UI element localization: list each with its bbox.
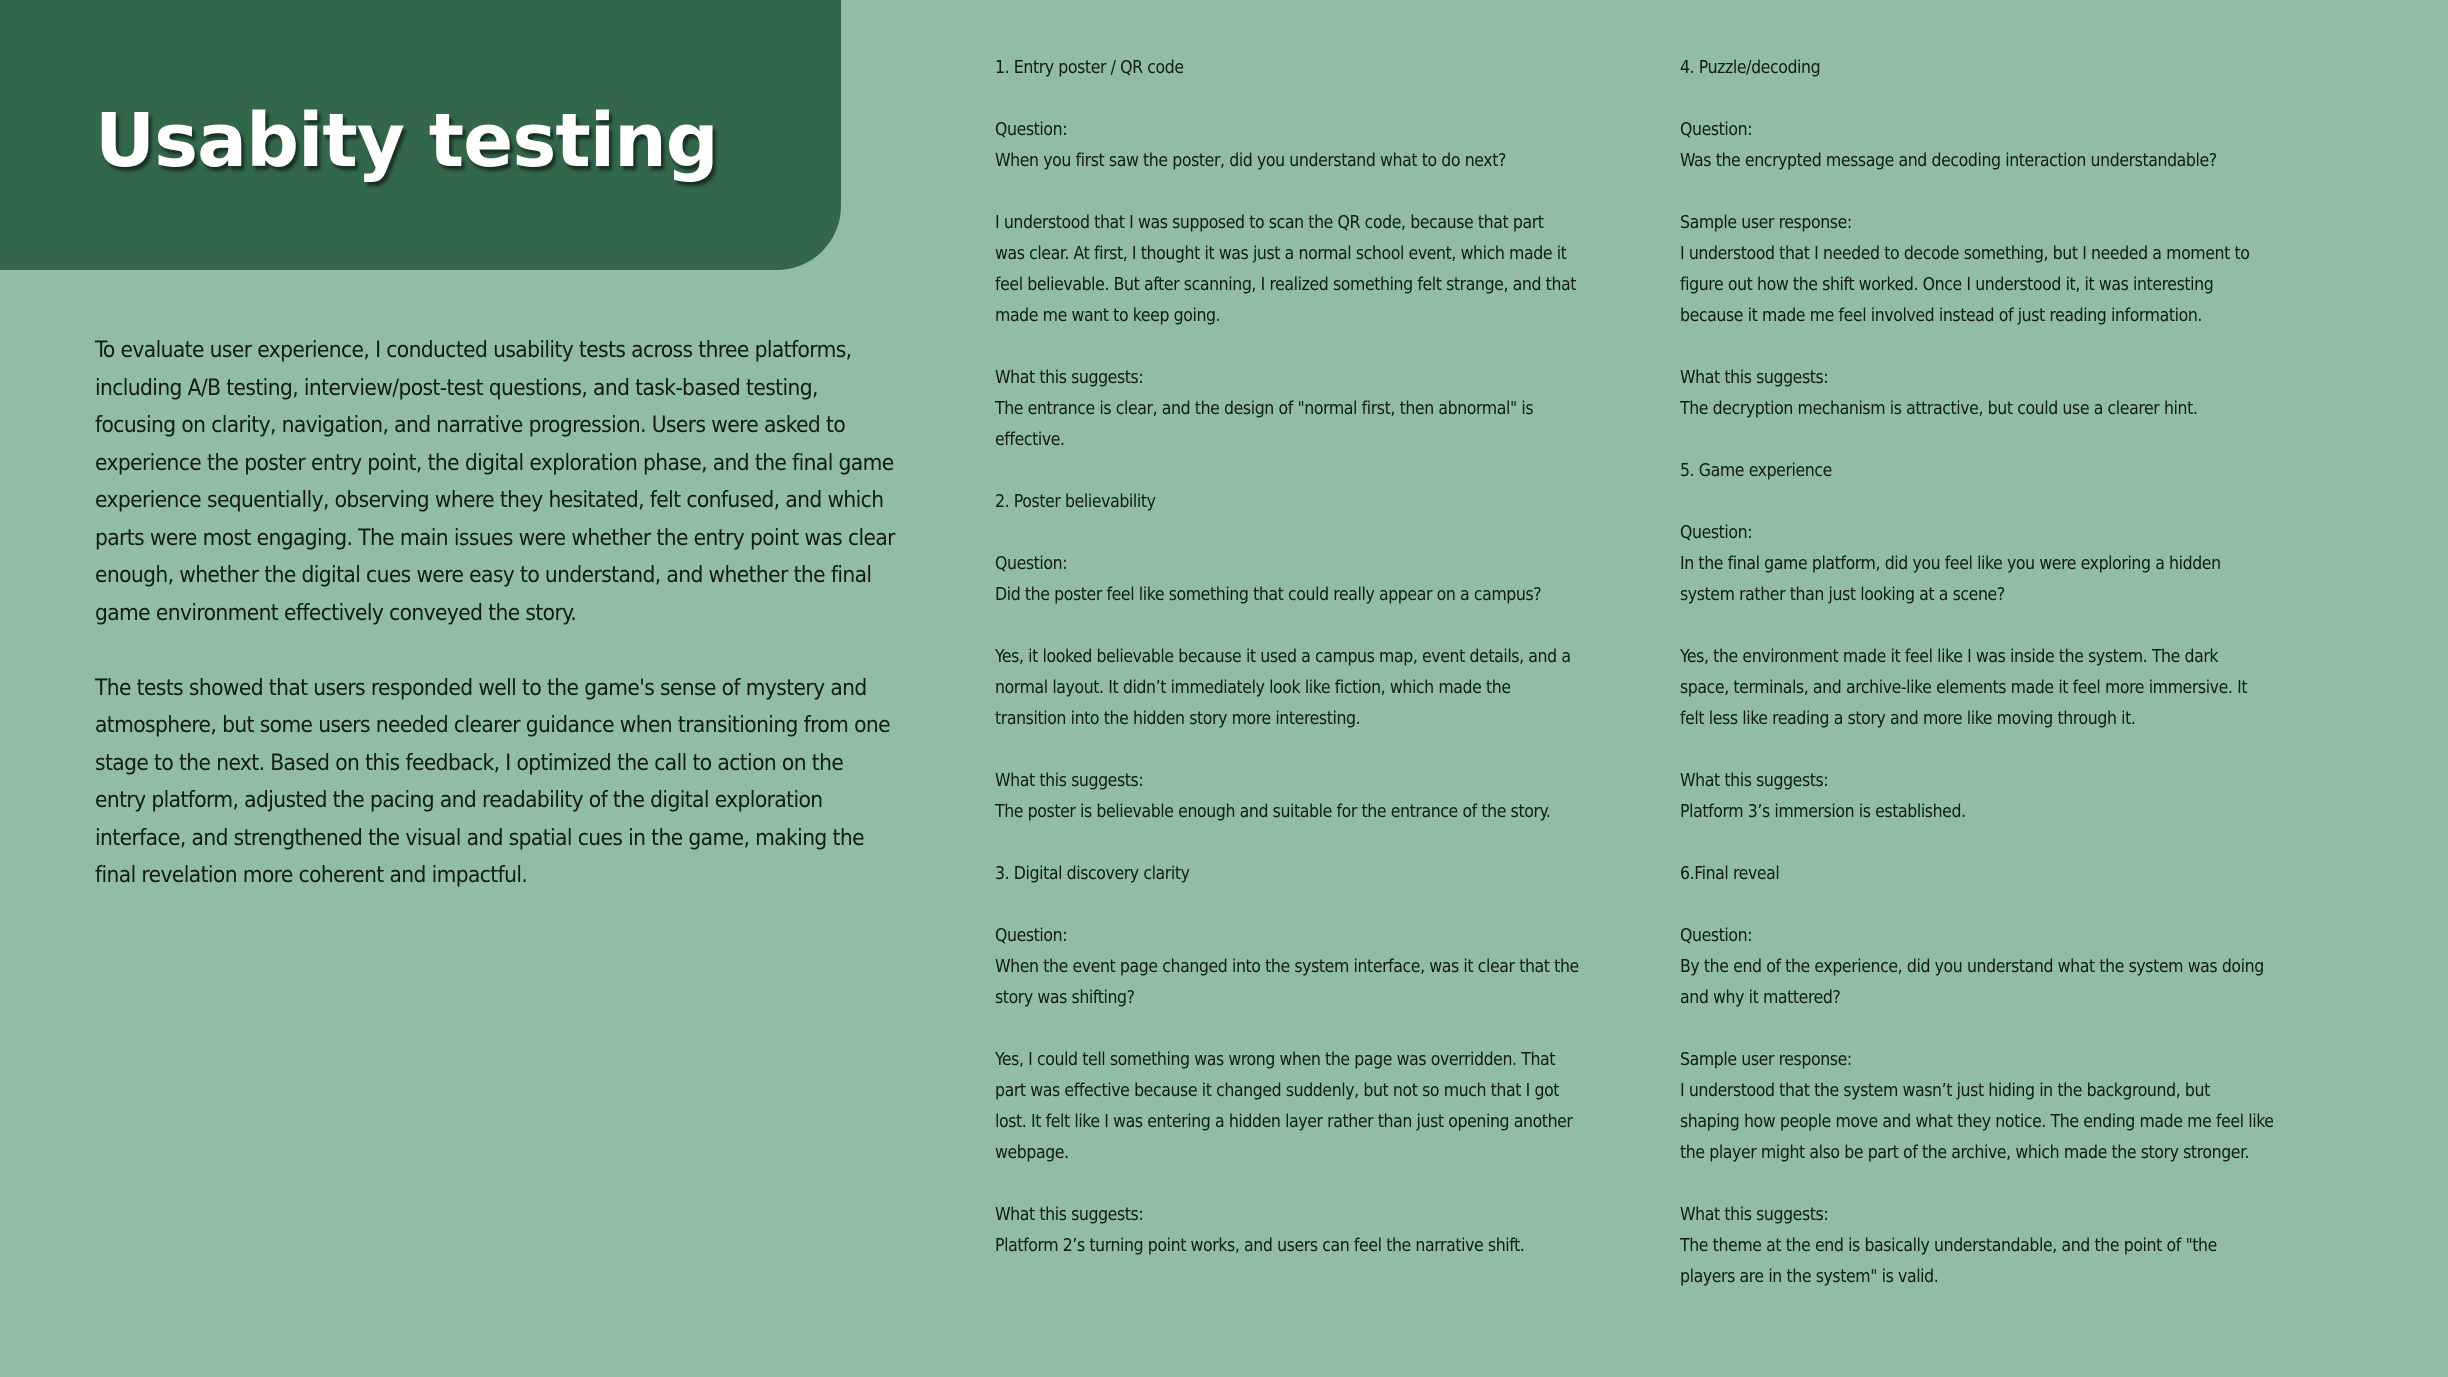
question-text: In the final game platform, did you feel like you were exploring a hidden [1680,554,2221,574]
intro-line: parts were most engaging. The main issues were whether the entry point was clear [95,524,895,551]
suggests-text: The decryption mechanism is attractive, but could use a clearer hint. [1680,399,2198,419]
spacer [1680,611,2320,642]
response-text: normal layout. It didn’t immediately look like fiction, which made the [995,678,1511,698]
spacer [1680,177,2320,208]
response-text: Yes, I could tell something was wrong when the page was overridden. That [995,1050,1556,1070]
finding-section [995,859,1625,1262]
suggests-text: The poster is believable enough and suitable for the entrance of the story. [995,802,1551,822]
response-text: feel believable. But after scanning, I realized something felt strange, and that [995,275,1577,295]
question-text: system rather than just looking at a scene? [1680,585,2005,605]
response-text: shaping how people move and what they notice. The ending made me feel like [1680,1112,2274,1132]
response-text: the player might also be part of the archive, which made the story stronger. [1680,1143,2250,1163]
response-text: webpage. [995,1143,1069,1163]
section-title: 1. Entry poster / QR code [995,58,1184,78]
response-text: made me want to keep going. [995,306,1221,326]
response-text: because it made me feel involved instead of just reading information. [1680,306,2203,326]
question-label: Question: [995,554,1068,574]
response-text: space, terminals, and archive-like elements made it feel more immersive. It [1680,678,2248,698]
intro-text [95,332,895,932]
question-label: Question: [995,120,1068,140]
spacer [1680,487,2320,518]
spacer [995,1169,1625,1200]
finding-section [1680,859,2320,1293]
suggests-text: Platform 2’s turning point works, and users can feel the narrative shift. [995,1236,1525,1256]
intro-line: including A/B testing, interview/post-test questions, and task-based testing, [95,374,818,401]
suggests-text: The entrance is clear, and the design of "normal first, then abnormal" is [995,399,1534,419]
intro-line: experience sequentially, observing where they hesitated, felt confused, and which [95,487,884,513]
finding-section [995,53,1625,487]
question-text: When you first saw the poster, did you understand what to do next? [995,151,1506,171]
intro-line: atmosphere, but some users needed clearer guidance when transitioning from one [95,712,890,738]
intro-line: focusing on clarity, navigation, and narrative progression. Users were asked to [95,412,846,438]
intro-line: experience the poster entry point, the digital exploration phase, and the final game [95,449,894,476]
response-text: Yes, the environment made it feel like I was inside the system. The dark [1680,647,2219,667]
intro-line: The tests showed that users responded well to the game's sense of mystery and [95,674,867,701]
intro-line: stage to the next. Based on this feedback, I optimized the call to action on the [95,749,844,776]
spacer [995,1014,1625,1045]
suggests-label: What this suggests: [1680,771,1829,791]
suggests-label: What this suggests: [1680,1205,1829,1225]
response-text: Yes, it looked believable because it used a campus map, event details, and a [995,647,1571,667]
response-text: was clear. At first, I thought it was just a normal school event, which made it [995,244,1567,264]
question-text: Did the poster feel like something that could really appear on a campus? [995,585,1542,605]
spacer [1680,1169,2320,1200]
suggests-text: effective. [995,430,1065,450]
suggests-label: What this suggests: [995,1205,1144,1225]
response-text: lost. It felt like I was entering a hidden layer rather than just opening another [995,1112,1573,1132]
spacer [1680,332,2320,363]
suggests-label: What this suggests: [995,771,1144,791]
response-text: I understood that the system wasn’t just hiding in the background, but [1680,1081,2210,1101]
page-title: Usabity testing [95,98,718,184]
title-banner [0,0,841,270]
response-text: I understood that I was supposed to scan the QR code, because that part [995,213,1544,233]
section-title: 2. Poster believability [995,492,1156,512]
section-title: 4. Puzzle/decoding [1680,58,1821,78]
intro-line: entry platform, adjusted the pacing and readability of the digital exploration [95,787,823,813]
question-label: Question: [1680,926,1753,946]
suggests-text: The theme at the end is basically understandable, and the point of "the [1680,1236,2217,1256]
findings-column-right [1680,53,2320,1293]
spacer [995,332,1625,363]
findings-column-left [995,53,1625,1262]
question-text: When the event page changed into the system interface, was it clear that the [995,957,1579,977]
question-text: By the end of the experience, did you understand what the system was doing [1680,957,2264,977]
response-text: transition into the hidden story more interesting. [995,709,1361,729]
section-title: 6.Final reveal [1680,864,1780,884]
response-text: I understood that I needed to decode something, but I needed a moment to [1680,244,2250,264]
spacer [995,177,1625,208]
suggests-label: What this suggests: [1680,368,1829,388]
spacer [995,611,1625,642]
spacer [1680,1014,2320,1045]
spacer [1680,84,2320,115]
section-title: 3. Digital discovery clarity [995,864,1190,884]
spacer [995,456,1625,487]
question-label: Question: [995,926,1068,946]
question-label: Question: [1680,120,1753,140]
finding-section [1680,456,2320,859]
spacer [1680,425,2320,456]
spacer [1680,735,2320,766]
question-label: Question: [1680,523,1753,543]
intro-line: game environment effectively conveyed the story. [95,599,577,626]
intro-line: final revelation more coherent and impactful. [95,862,528,888]
question-text: Was the encrypted message and decoding interaction understandable? [1680,151,2217,171]
finding-section [1680,53,2320,456]
spacer [995,84,1625,115]
intro-paragraph [95,670,890,895]
response-text: part was effective because it changed suddenly, but not so much that I got [995,1081,1560,1101]
response-label: Sample user response: [1680,213,1852,233]
spacer [1680,890,2320,921]
response-label: Sample user response: [1680,1050,1852,1070]
intro-line: interface, and strengthened the visual and spatial cues in the game, making the [95,824,864,851]
suggests-text: players are in the system" is valid. [1680,1267,1939,1287]
finding-section [995,487,1625,859]
suggests-label: What this suggests: [995,368,1144,388]
section-title: 5. Game experience [1680,461,1832,481]
response-text: felt less like reading a story and more like moving through it. [1680,709,2136,729]
suggests-text: Platform 3’s immersion is established. [1680,802,1966,822]
response-text: figure out how the shift worked. Once I understood it, it was interesting [1680,275,2214,295]
intro-line: To evaluate user experience, I conducted usability tests across three platforms, [95,337,852,363]
spacer [1680,828,2320,859]
question-text: and why it mattered? [1680,988,1841,1008]
spacer [995,828,1625,859]
intro-line: enough, whether the digital cues were easy to understand, and whether the final [95,562,872,588]
spacer [995,890,1625,921]
intro-paragraph [95,332,895,632]
question-text: story was shifting? [995,988,1135,1008]
spacer [995,735,1625,766]
spacer [995,518,1625,549]
